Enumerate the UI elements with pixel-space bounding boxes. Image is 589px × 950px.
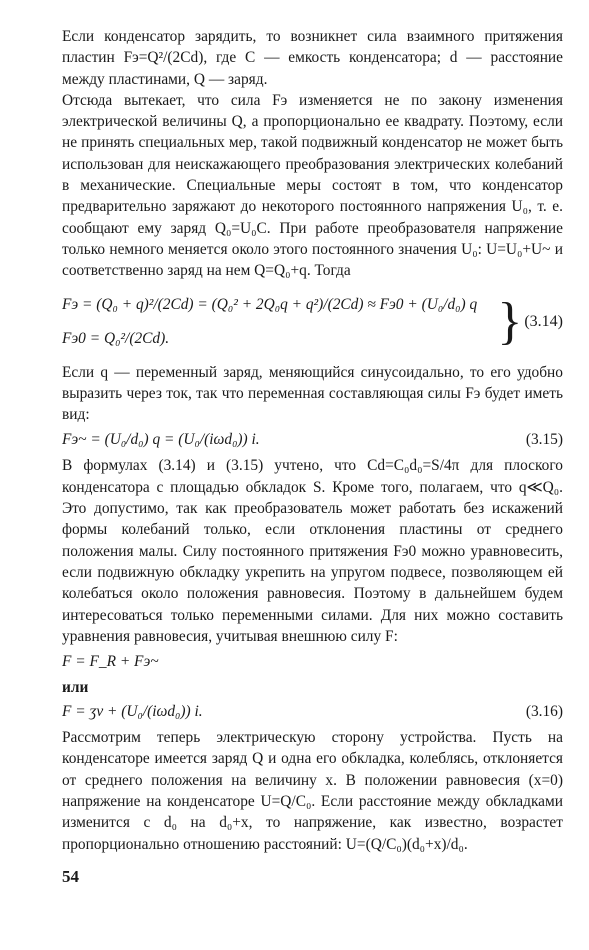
equation-force-balance-formula: F = F_R + Fэ~: [62, 653, 159, 671]
equation-3-15-number: (3.15): [525, 431, 563, 449]
paragraph-2: Отсюда вытекает, что сила Fэ изменяется не по закону изменения электрической величины Q, а пропорционально ее квадрату. Поэтому, если не принять специальных мер, такой подвижный конденсатор не может быть использован для неискажающего преобразования электрических колебаний в механические. Специальные меры состоят в том, что конденсатор предварительно заряжают до некоторого постоянного напряжения U₀, т. е. сообщают ему заряд Q₀=U₀C. При работе преобразователя напряжение только немного меняется около этого постоянного значения U₀: U=U₀+U~ и соответственно заряд на нем Q=Q₀+q. Тогда: [62, 91, 563, 280]
paragraph-3: Если q — переменный заряд, меняющийся синусоидально, то его удобно выразить через ток, так что переменная составляющая силы Fэ будет иметь вид:: [62, 363, 563, 424]
equation-3-15-formula: Fэ~ = (U₀/d₀) q = (U₀/(iωd₀)) i.: [62, 431, 260, 449]
equation-3-16: [62, 703, 563, 721]
equation-3-14-line-2: Fэ0 = Q₀²/(2Cd).: [62, 329, 170, 347]
equation-3-14: [62, 288, 563, 356]
equation-3-14-line-1: Fэ = (Q₀ + q)²/(2Cd) = (Q₀² + 2Q₀q + q²)/(2Cd) ≈ Fэ0 + (U₀/d₀) q: [62, 295, 478, 313]
equation-3-15: [62, 431, 563, 449]
equation-3-16-number: (3.16): [525, 703, 563, 721]
paragraph-5: Рассмотрим теперь электрическую сторону устройства. Пусть на конденсаторе имеется заряд Q и одна его обкладка, колеблясь, отклоняется от среднего положения на величину x. В положении равновесия (x=0) напряжение на конденсаторе U=Q/C₀. Если расстояние между обкладками изменится с d₀ на d₀+x, то напряжение, как известно, возрастет пропорционально отношению расстояний: U=(Q/C₀)(d₀+x)/d₀.: [62, 729, 563, 853]
page-number: 54: [62, 866, 79, 886]
equation-force-balance: [62, 653, 563, 671]
equation-3-14-number: (3.14): [524, 312, 563, 330]
or-word: или: [62, 679, 89, 697]
right-brace-icon: }: [497, 292, 523, 350]
paragraph-4: В формулах (3.14) и (3.15) учтено, что Cd=C₀d₀=S/4π для плоского конденсатора с площадью обкладок S. Кроме того, полагаем, что q≪Q₀. Это допустимо, так как преобразователь может работать без искажений формы колебаний только, если отклонения пластины от среднего положения малы. Силу постоянного притяжения Fэ0 можно уравновесить, если подвижную обкладку укрепить на упругом подвесе, позволяющем ей колебаться около положения равновесия. Поэтому в дальнейшем будем интересоваться только переменными силами. Для них можно составить уравнения равновесия, учитывая внешнюю силу F:: [62, 457, 563, 645]
paragraph-1: Если конденсатор зарядить, то возникнет сила взаимного притяжения пластин Fэ=Q²/(2Cd), где C — емкость конденсатора; d — расстояние между пластинами, Q — заряд.: [62, 28, 563, 88]
equation-3-14-lines: [62, 288, 495, 356]
equation-3-16-formula: F = ʒv + (U₀/(iωd₀)) i.: [62, 703, 203, 721]
